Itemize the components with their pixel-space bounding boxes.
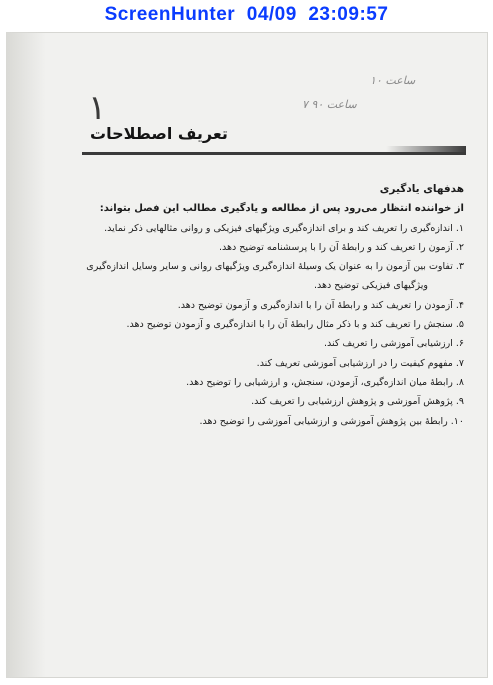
- objective-item: ۹. پژوهش آموزشی و پژوهش ارزشیابی را تعریف کند.: [251, 396, 464, 408]
- objective-item: ۴. آزمودن را تعریف کند و رابطهٔ آن را با اندازه‌گیری و آزمون توضیح دهد.: [177, 299, 464, 311]
- objective-item: ۱۰. رابطهٔ بین پژوهش آموزشی و ارزشیابی آموزشی را توضیح دهد.: [199, 415, 464, 427]
- objective-item: ۵. سنجش را تعریف کند و با ذکر مثال رابطهٔ آن را با اندازه‌گیری و آزمودن توضیح دهد.: [126, 319, 464, 331]
- objective-item: ۸. رابطهٔ میان اندازه‌گیری، آزمودن، سنجش، و ارزشیابی را توضیح دهد.: [186, 376, 464, 388]
- objectives-list: [86, 219, 464, 431]
- page-binding-shadow: [6, 32, 46, 678]
- objectives-heading: هدفهای یادگیری: [379, 183, 464, 195]
- objective-item: ۷. مفهوم کیفیت را در ارزشیابی آموزشی تعریف کند.: [256, 357, 464, 369]
- objective-item: ۲. آزمون را تعریف کند و رابطهٔ آن را با پرسشنامه توضیح دهد.: [219, 241, 464, 253]
- learning-objectives: [86, 180, 464, 431]
- screenhunter-watermark: ScreenHunter 04/09 23:09:57: [104, 4, 389, 25]
- objective-item: ۳. تفاوت بین آزمون را به عنوان یک وسیلهٔ اندازه‌گیری ویژگیهای روانی و سایر وسایل اندازه‌گیری ویژگیهای فیزیکی توضیح دهد.: [92, 257, 464, 296]
- chapter-title-block: [82, 122, 466, 158]
- objective-item: ۱. اندازه‌گیری را تعریف کند و برای اندازه‌گیری ویژگیهای فیزیکی و روانی مثالهایی ذکر نماید.: [104, 222, 464, 234]
- objective-item: ۶. ارزشیابی آموزشی را تعریف کند.: [324, 338, 464, 350]
- objectives-intro: از خواننده انتظار می‌رود پس از مطالعه و یادگیری مطالب این فصل بتواند:: [99, 203, 464, 215]
- handwritten-note: ۷ ساعت ۹۰: [302, 98, 357, 111]
- chapter-title: تعریف اصطلاحات: [90, 124, 228, 143]
- chapter-number: ۱: [88, 88, 107, 128]
- objective-item-continuation: ویژگیهای فیزیکی توضیح دهد.: [314, 280, 428, 292]
- title-rule-accent: [386, 146, 466, 154]
- handwritten-note: ساعت ۱۰: [370, 74, 416, 87]
